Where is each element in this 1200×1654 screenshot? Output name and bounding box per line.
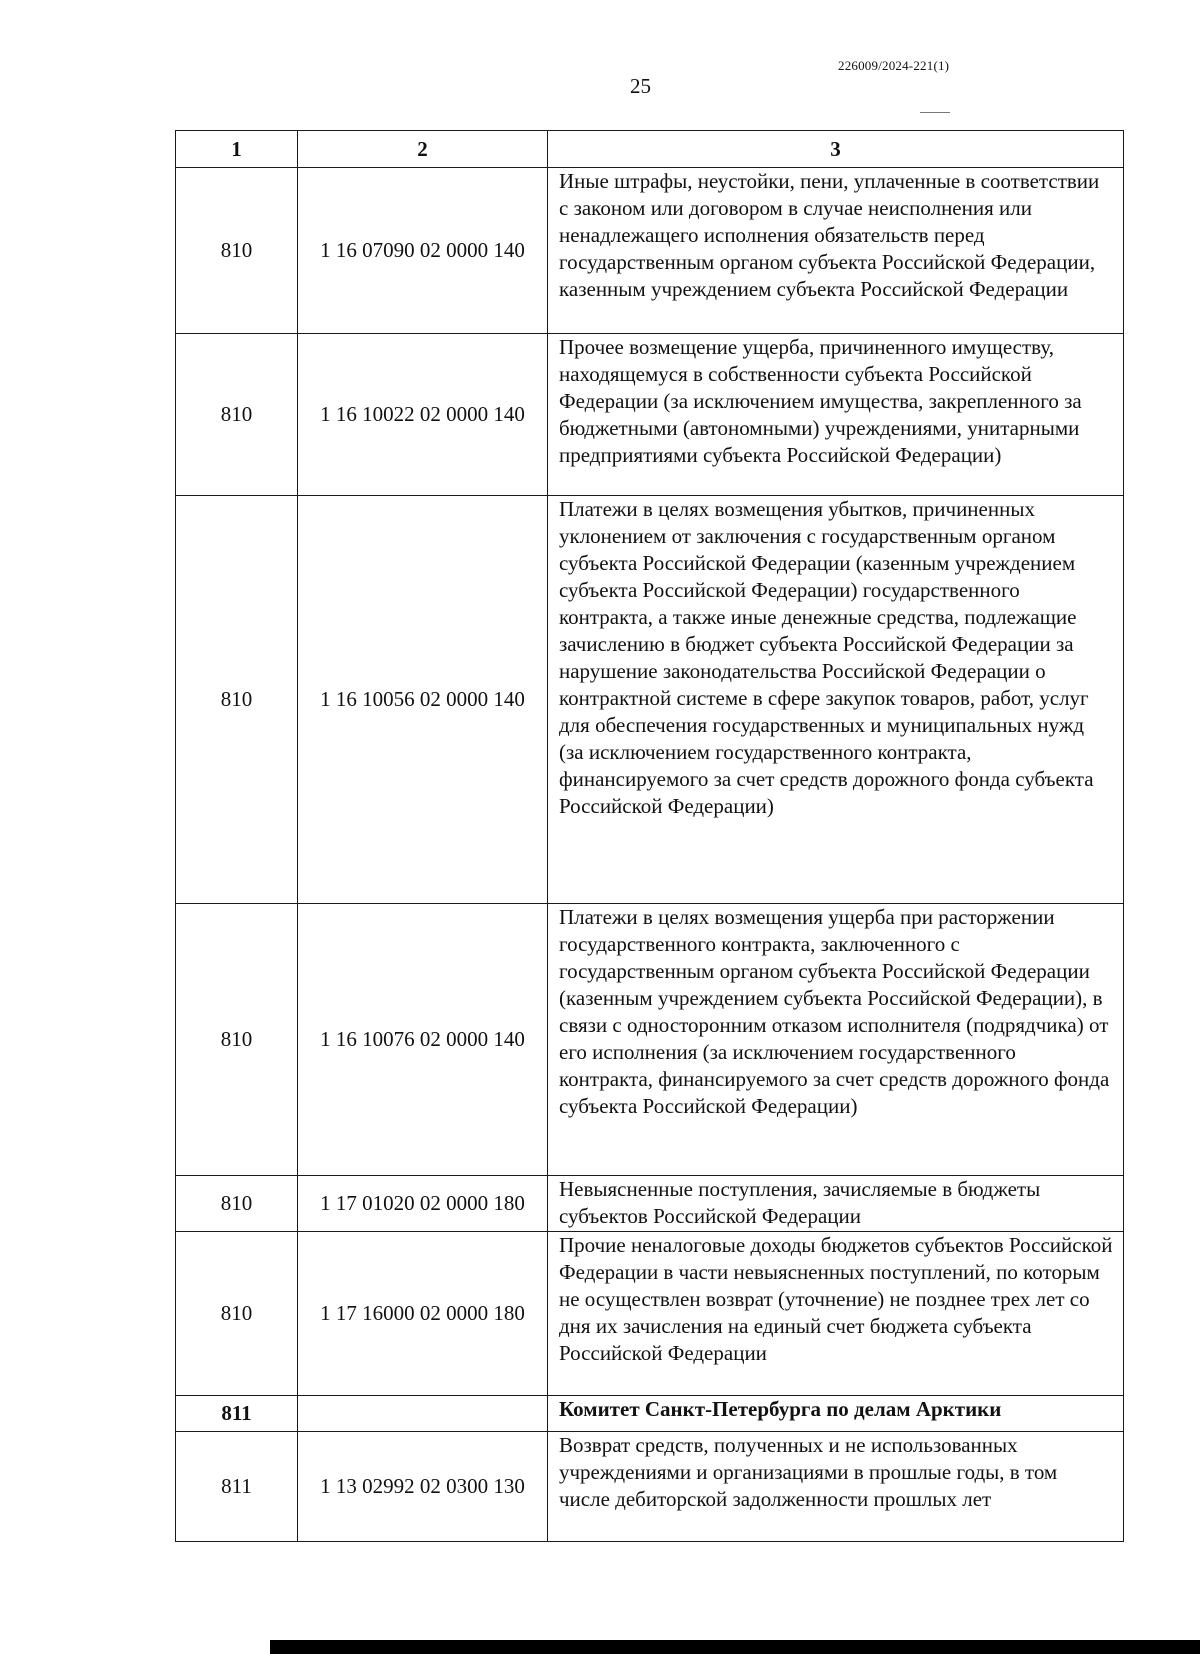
table-row [176,1432,1124,1542]
table-header-row [176,131,1124,168]
table-section-row [176,1396,1124,1432]
table-row [176,1176,1124,1232]
column-header-1: 1 [176,131,298,168]
revenue-code-cell: 1 16 07090 02 0000 140 [298,168,548,334]
scan-artifact-bar [270,1640,1200,1654]
description-cell: Прочие неналоговые доходы бюджетов субъектов Российской Федерации в части невыясненных поступлений, по которым не осуществлен возврат (уточнение) не позднее трех лет со дня их зачисления на единый счет бюджета субъекта Российской Федерации [548,1232,1124,1396]
admin-code-cell: 810 [176,904,298,1176]
column-header-2: 2 [298,131,548,168]
revenue-code-cell: 1 16 10022 02 0000 140 [298,334,548,496]
description-cell: Прочее возмещение ущерба, причиненного имуществу, находящемуся в собственности субъекта Российской Федерации (за исключением имущества, закрепленного за бюджетными (автономными) учреждениями, унитарными предприятиями субъекта Российской Федерации) [548,334,1124,496]
revenue-code-cell: 1 17 16000 02 0000 180 [298,1232,548,1396]
document-registration-number: 226009/2024-221(1) [838,58,950,73]
scan-artifact-line [920,112,950,113]
budget-revenue-codes-table [175,130,1124,1542]
table-row [176,334,1124,496]
column-header-3: 3 [548,131,1124,168]
description-cell: Платежи в целях возмещения ущерба при расторжении государственного контракта, заключенного с государственным органом субъекта Российской Федерации (казенным учреждением субъекта Российской Федерации), в связи с односторонним отказом исполнителя (подрядчика) от его исполнения (за исключением государственного контракта, финансируемого за счет средств дорожного фонда субъекта Российской Федерации) [548,904,1124,1176]
table-row [176,1232,1124,1396]
page-number: 25 [630,74,651,98]
revenue-code-cell [298,1396,548,1432]
revenue-code-cell: 1 16 10056 02 0000 140 [298,496,548,904]
table-row [176,168,1124,334]
revenue-code-cell: 1 13 02992 02 0300 130 [298,1432,548,1542]
description-cell: Иные штрафы, неустойки, пени, уплаченные в соответствии с законом или договором в случае неисполнения или ненадлежащего исполнения обязательств перед государственным органом субъекта Российской Федерации, казенным учреждением субъекта Российской Федерации [548,168,1124,334]
admin-code-cell: 811 [176,1396,298,1432]
admin-code-cell: 810 [176,334,298,496]
description-cell: Возврат средств, полученных и не использованных учреждениями и организациями в прошлые годы, в том числе дебиторской задолженности прошлых лет [548,1432,1124,1542]
section-title-cell: Комитет Санкт-Петербурга по делам Арктики [548,1396,1124,1432]
table-row [176,496,1124,904]
table-row [176,904,1124,1176]
admin-code-cell: 810 [176,168,298,334]
admin-code-cell: 810 [176,1176,298,1232]
admin-code-cell: 810 [176,496,298,904]
admin-code-cell: 811 [176,1432,298,1542]
description-cell: Невыясненные поступления, зачисляемые в бюджеты субъектов Российской Федерации [548,1176,1124,1232]
description-cell: Платежи в целях возмещения убытков, причиненных уклонением от заключения с государственным органом субъекта Российской Федерации (казенным учреждением субъекта Российской Федерации) государственного контракта, а также иные денежные средства, подлежащие зачислению в бюджет субъекта Российской Федерации за нарушение законодательства Российской Федерации о контрактной системе в сфере закупок товаров, работ, услуг для обеспечения государственных и муниципальных нужд (за исключением государственного контракта, финансируемого за счет средств дорожного фонда субъекта Российской Федерации) [548,496,1124,904]
revenue-code-cell: 1 16 10076 02 0000 140 [298,904,548,1176]
revenue-code-cell: 1 17 01020 02 0000 180 [298,1176,548,1232]
admin-code-cell: 810 [176,1232,298,1396]
